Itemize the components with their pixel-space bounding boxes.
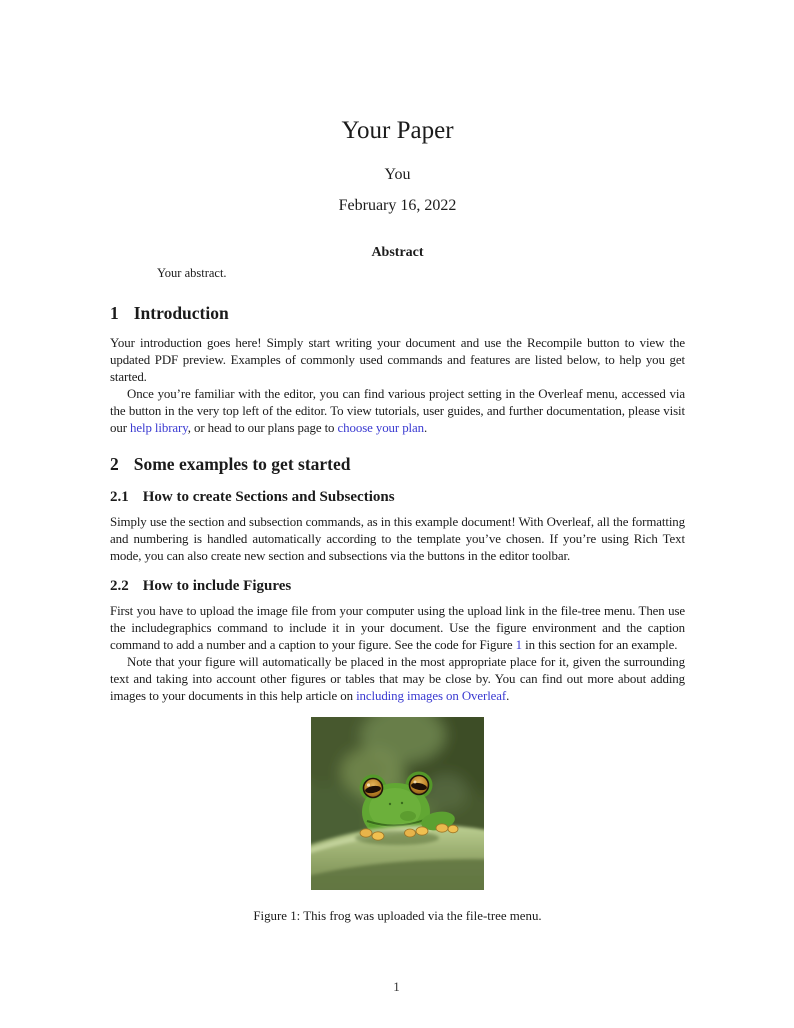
subsection-2-2-title: How to include Figures <box>142 578 292 595</box>
subsection-2-1-title: How to create Sections and Subsections <box>142 489 395 506</box>
figures-p1-text-end: in this section for an example. <box>522 638 678 653</box>
figures-p2-text: Note that your figure will automatically be placed in the most appropriate place for it, given the surrounding text and taking into account other figures or tables that may be close by. You can find out more about adding images to your documents in this help article on <box>110 655 685 704</box>
section-2-heading <box>110 454 685 475</box>
figure-1-ref-link[interactable]: 1 <box>515 638 523 653</box>
figure-1 <box>110 717 685 925</box>
abstract-text: Your abstract. <box>157 266 227 281</box>
figures-p2-text-end: . <box>506 689 510 704</box>
subsection-2-1-number: 2.1 <box>110 489 129 506</box>
abstract-heading: Abstract <box>371 245 424 261</box>
figure-1-caption: Figure 1: This frog was uploaded via the file-tree menu. <box>253 909 542 924</box>
subsection-2-1-heading <box>110 488 685 506</box>
intro-p2-text: Once you’re familiar with the editor, you can find various project setting in the Overleaf menu, accessed via the button in the very top left of the editor. To view tutorials, user guides, and further documentation, please visit our <box>110 387 685 436</box>
author-line: You <box>384 166 411 183</box>
subsection-2-2-number: 2.2 <box>110 578 129 595</box>
section-1-heading <box>110 303 685 324</box>
help-library-link[interactable]: help library <box>130 421 188 436</box>
including-images-link[interactable]: including images on Overleaf <box>356 689 507 704</box>
frog-photo <box>311 717 484 890</box>
choose-your-plan-link[interactable]: choose your plan <box>337 421 424 436</box>
intro-paragraph-2 <box>110 386 685 437</box>
intro-p2-text-end: . <box>424 421 428 436</box>
section-2-number: 2 <box>110 454 119 475</box>
figures-paragraph-2 <box>110 654 685 705</box>
page-number: 1 <box>393 979 400 994</box>
date-line: February 16, 2022 <box>338 197 457 215</box>
sections-paragraph: Simply use the section and subsection commands, as in this example document! With Overleaf, all the formatting and numbering is handled automatically according to the template you’ve chosen. If you’re using Rich Text mode, you can also create new section and subsections via the buttons in the editor toolbar. <box>110 515 685 564</box>
title-block <box>110 116 685 215</box>
intro-p2-text-mid: , or head to our plans page to <box>187 421 338 436</box>
intro-paragraph-1: Your introduction goes here! Simply start writing your document and use the Recompile button to view the updated PDF preview. Examples of commonly used commands and features are listed below, to help you get started. <box>110 336 685 385</box>
subsection-2-2-heading <box>110 577 685 595</box>
page-title: Your Paper <box>341 117 454 144</box>
section-1-number: 1 <box>110 303 119 324</box>
section-2-title: Some examples to get started <box>133 454 351 475</box>
figures-paragraph-1 <box>110 603 685 654</box>
section-1-title: Introduction <box>133 303 229 324</box>
figures-p1-text: First you have to upload the image file from your computer using the upload link in the file-tree menu. Then use the includegraphics command to include it in your document. Use the figure environment and the caption command to add a number and a caption to your figure. See the code for Figure <box>110 604 685 653</box>
